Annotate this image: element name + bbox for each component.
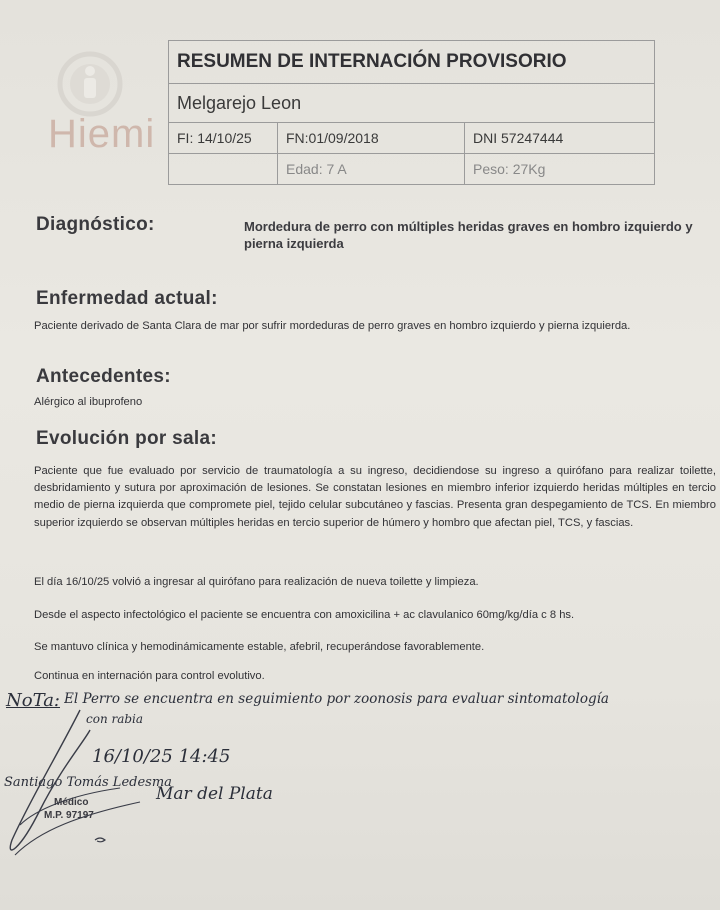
patient-name: Melgarejo Leon [169, 84, 655, 123]
logo-text: Hiemi [48, 112, 156, 156]
handwritten-datetime: 16/10/25 14:45 [92, 746, 231, 767]
evolucion-paragraph-4: Se mantuvo clínica y hemodinámicamente estable, afebril, recuperándose favorablemente. [34, 641, 485, 653]
handwritten-note-line-1: El Perro se encuentra en seguimiento por zoonosis para evaluar sintomatología [64, 691, 609, 707]
diagnostico-heading: Diagnóstico: [36, 214, 155, 235]
handwritten-note-label: NoTa: [6, 690, 60, 711]
patient-age: Edad: 7 A [278, 154, 465, 185]
stamp-license: M.P. 97197 [44, 810, 94, 821]
evolucion-paragraph-5: Continua en internación para control evolutivo. [34, 670, 265, 682]
evolucion-paragraph-1: Paciente que fue evaluado por servicio de traumatología a su ingreso, decidiendose su ingreso a quirófano para realizar toilette, desbridamiento y sutura por aproximación de lesiones. Se constatan lesiones en miembro inferior izquierdo heridas múltiples en tercio medio de pierna izquierda que compromete piel, tejido celular subcutáneo y fascias. Presenta gran despegamiento de TCS. En miembro superior izquierdo se observan múltiples heridas en tercio superior de húmero y hombro que afectan piel, TCS, y fascias. [34, 465, 716, 529]
stamp-title: Médico [54, 797, 89, 808]
signature-scribble [0, 690, 300, 900]
handwritten-note-line-2: con rabia [86, 712, 144, 726]
birth-date: FN:01/09/2018 [278, 123, 465, 154]
antecedentes-heading: Antecedentes: [36, 366, 171, 387]
enfermedad-heading: Enfermedad actual: [36, 288, 218, 309]
diagnostico-text: Mordedura de perro con múltiples heridas graves en hombro izquierdo y pierna izquierda [244, 219, 693, 251]
dni-number: DNI 57247444 [465, 123, 655, 154]
empty-cell [169, 154, 278, 185]
hiemi-logo [40, 40, 156, 170]
evolucion-paragraph-3: Desde el aspecto infectológico el paciente se encuentra con amoxicilina + ac clavulanico 60mg/kg/día c 8 hs. [34, 609, 575, 621]
header-table [168, 40, 655, 185]
document-title: RESUMEN DE INTERNACIÓN PROVISORIO [169, 41, 655, 84]
stamp-name: Santiago Tomás Ledesma [4, 775, 172, 790]
patient-weight: Peso: 27Kg [465, 154, 655, 185]
hiemi-logo-icon [40, 40, 150, 120]
handwritten-signer: Mar del Plata [156, 784, 273, 804]
admission-date: FI: 14/10/25 [169, 123, 278, 154]
antecedentes-text: Alérgico al ibuprofeno [34, 396, 143, 408]
evolucion-heading: Evolución por sala: [36, 428, 217, 449]
evolucion-paragraph-2: El día 16/10/25 volvió a ingresar al quirófano para realización de nueva toilette y limpieza. [34, 576, 479, 588]
enfermedad-text: Paciente derivado de Santa Clara de mar por sufrir mordeduras de perro graves en hombro izquierdo y pierna izquierda. [34, 320, 631, 332]
